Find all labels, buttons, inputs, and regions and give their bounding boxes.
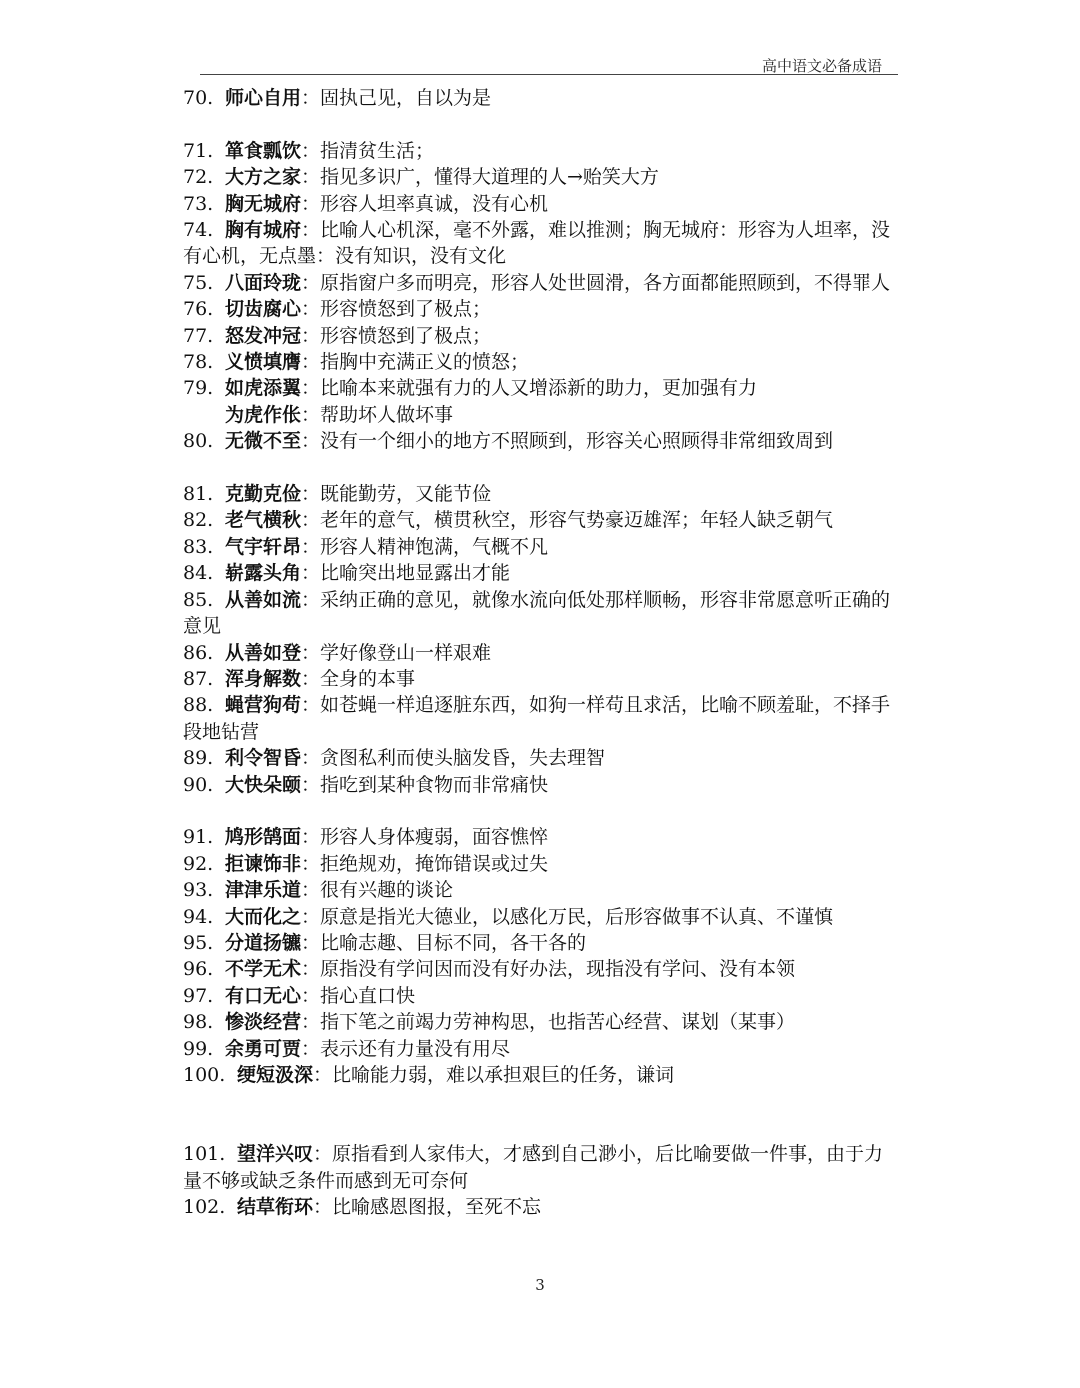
idiom-definition: ：形容人身体瘦弱，面容憔悴 <box>301 826 549 849</box>
idiom-term: 浑身解数 <box>225 667 302 690</box>
idiom-entry <box>183 349 898 375</box>
idiom-term: 大而化之 <box>225 905 302 928</box>
idiom-definition: ：固执己见，自以为是 <box>301 87 492 109</box>
idiom-definition: ：形容人坦率真诚，没有心机 <box>301 192 549 215</box>
idiom-definition: ：比喻本来就强有力的人又增添新的助力，更加强有力 <box>301 377 758 400</box>
idiom-term: 气宇轩昂 <box>225 535 302 558</box>
idiom-definition: ：指心直口快 <box>301 984 416 1007</box>
idiom-definition: ：采纳正确的意见，就像水流向低处那样顺畅，形容非常愿意听正确的意见 <box>183 588 891 638</box>
entry-number: 83. <box>183 535 214 558</box>
idiom-definition: ：形容愤怒到了极点； <box>301 324 492 347</box>
idiom-definition: ：没有一个细小的地方不照顾到，形容关心照顾得非常细致周到 <box>301 430 834 453</box>
entry-number: 84. <box>183 562 214 585</box>
idiom-entry <box>183 904 898 930</box>
idiom-entry <box>183 745 898 771</box>
idiom-term: 余勇可贾 <box>225 1037 302 1060</box>
idiom-definition: ：帮助坏人做坏事 <box>301 403 454 426</box>
idiom-definition: ：很有兴趣的谈论 <box>301 879 454 902</box>
idiom-definition: ：比喻人心机深，毫不外露，难以推测；胸无城府：形容为人坦率，没有心机，无点墨：没有知识，没有文化 <box>183 219 891 268</box>
idiom-term: 义愤填膺 <box>225 351 302 374</box>
idiom-term: 胸无城府 <box>225 192 302 215</box>
entry-number: 95. <box>183 931 214 954</box>
idiom-definition: ：全身的本事 <box>301 667 416 690</box>
idiom-entry <box>183 270 898 296</box>
idiom-definition: ：表示还有力量没有用尽 <box>301 1037 511 1060</box>
idiom-entry <box>183 323 898 349</box>
idiom-term: 津津乐道 <box>225 879 302 902</box>
idiom-term: 如虎添翼 <box>225 377 302 400</box>
idiom-term: 崭露头角 <box>225 562 302 585</box>
idiom-term: 切齿腐心 <box>225 298 302 321</box>
idiom-list <box>183 85 898 1220</box>
entry-number: 91. <box>183 826 214 849</box>
idiom-definition: ：指清贫生活； <box>301 139 435 162</box>
idiom-definition: ：学好像登山一样艰难 <box>301 641 492 664</box>
idiom-entry <box>183 428 898 454</box>
idiom-entry <box>183 1141 898 1194</box>
entry-number: 102. <box>183 1196 226 1218</box>
idiom-entry <box>183 956 898 982</box>
idiom-entry <box>183 507 898 533</box>
idiom-term: 结草衔环 <box>237 1196 314 1218</box>
entry-number: 70. <box>183 87 214 109</box>
idiom-term: 胸有城府 <box>225 219 302 242</box>
idiom-entry <box>183 692 898 745</box>
entry-number: 94. <box>183 905 214 928</box>
idiom-entry <box>183 402 898 428</box>
entry-number: 92. <box>183 852 214 875</box>
idiom-term: 惨淡经营 <box>225 1011 302 1034</box>
entry-number: 98. <box>183 1011 214 1034</box>
spacer <box>183 455 898 481</box>
idiom-definition: ：比喻能力弱，难以承担艰巨的任务，谦词 <box>313 1063 675 1086</box>
idiom-entry <box>183 1194 898 1220</box>
idiom-definition: ：原意是指光大德业，以感化万民，后形容做事不认真、不谨慎 <box>301 905 834 928</box>
entry-number: 101. <box>183 1143 226 1166</box>
idiom-entry <box>183 534 898 560</box>
idiom-entry <box>183 666 898 692</box>
idiom-definition: ：指吃到某种食物而非常痛快 <box>301 773 549 796</box>
idiom-term: 绠短汲深 <box>237 1063 314 1086</box>
idiom-entry <box>183 772 898 798</box>
entry-number: 71. <box>183 139 214 162</box>
entry-number: 86. <box>183 641 214 664</box>
entry-number: 80. <box>183 430 214 453</box>
idiom-definition: ：形容愤怒到了极点； <box>301 298 492 321</box>
idiom-definition: ：指胸中充满正义的愤怒； <box>301 351 530 374</box>
entry-number: 89. <box>183 747 214 770</box>
header-title: 高中语文必备成语 <box>761 57 882 75</box>
idiom-entry <box>183 640 898 666</box>
entry-number: 93. <box>183 879 214 902</box>
idiom-entry <box>183 296 898 322</box>
entry-number: 75. <box>183 271 214 294</box>
idiom-entry <box>183 1009 898 1035</box>
entry-number: 79. <box>183 377 214 400</box>
idiom-definition: ：老年的意气，横贯秋空，形容气势豪迈雄浑；年轻人缺乏朝气 <box>301 509 834 532</box>
idiom-definition: ：指下笔之前竭力劳神构思，也指苦心经营、谋划（某事） <box>301 1011 796 1034</box>
idiom-term: 不学无术 <box>225 958 302 981</box>
idiom-term: 为虎作伥 <box>225 403 302 426</box>
idiom-entry <box>183 191 898 217</box>
idiom-entry <box>183 587 898 640</box>
entry-number: 72. <box>183 166 214 189</box>
idiom-term: 老气横秋 <box>225 509 302 532</box>
idiom-entry <box>183 1062 898 1088</box>
idiom-term: 师心自用 <box>225 87 302 109</box>
entry-number: 99. <box>183 1037 214 1060</box>
idiom-entry <box>183 983 898 1009</box>
entry-number: 85. <box>183 588 214 611</box>
spacer <box>183 798 898 824</box>
idiom-term: 蝇营狗苟 <box>225 694 302 717</box>
idiom-entry <box>183 560 898 586</box>
idiom-entry <box>183 481 898 507</box>
entry-number: 100. <box>183 1063 226 1086</box>
header-rule <box>200 74 898 75</box>
idiom-definition: ：拒绝规劝，掩饰错误或过失 <box>301 852 549 875</box>
idiom-entry <box>183 85 898 111</box>
entry-number: 96. <box>183 958 214 981</box>
idiom-definition: ：形容人精神饱满，气概不凡 <box>301 535 549 558</box>
idiom-definition: ：比喻感恩图报，至死不忘 <box>313 1196 542 1218</box>
idiom-term: 拒谏饰非 <box>225 852 302 875</box>
entry-number: 82. <box>183 509 214 532</box>
entry-number: 74. <box>183 219 214 242</box>
idiom-term: 八面玲珑 <box>225 271 302 294</box>
idiom-term: 鸠形鹄面 <box>225 826 302 849</box>
idiom-definition: ：原指看到人家伟大，才感到自己渺小，后比喻要做一件事，由于力量不够或缺乏条件而感到无可奈何 <box>183 1143 884 1192</box>
entry-number: 77. <box>183 324 214 347</box>
idiom-definition: ：贪图私利而使头脑发昏，失去理智 <box>301 747 606 770</box>
entry-number: 73. <box>183 192 214 215</box>
idiom-term: 大方之家 <box>225 166 302 189</box>
entry-number: 76. <box>183 298 214 321</box>
idiom-entry <box>183 164 898 190</box>
idiom-term: 克勤克俭 <box>225 483 302 506</box>
entry-number: 88. <box>183 694 214 717</box>
idiom-entry <box>183 1036 898 1062</box>
entry-number: 87. <box>183 667 214 690</box>
idiom-definition: ：如苍蝇一样追逐脏东西，如狗一样苟且求活，比喻不顾羞耻，不择手段地钻营 <box>183 694 891 743</box>
idiom-definition: ：既能勤劳，又能节俭 <box>301 483 492 506</box>
idiom-definition: ：原指窗户多而明亮，形容人处世圆滑，各方面都能照顾到，不得罪人 <box>301 271 891 294</box>
idiom-definition: ：比喻突出地显露出才能 <box>301 562 511 585</box>
idiom-term: 有口无心 <box>225 984 302 1007</box>
idiom-entry <box>183 375 898 401</box>
idiom-term: 望洋兴叹 <box>237 1143 314 1166</box>
idiom-entry <box>183 877 898 903</box>
entry-number: 90. <box>183 773 214 796</box>
idiom-definition: ：比喻志趣、目标不同，各干各的 <box>301 931 587 954</box>
idiom-term: 从善如登 <box>225 641 302 664</box>
idiom-term: 分道扬镳 <box>225 931 302 954</box>
idiom-definition: ：原指没有学问因而没有好办法，现指没有学问、没有本领 <box>301 958 796 981</box>
idiom-entry <box>183 138 898 164</box>
entry-number: 81. <box>183 483 214 506</box>
idiom-entry <box>183 930 898 956</box>
page-number: 3 <box>535 1276 545 1294</box>
idiom-entry <box>183 824 898 850</box>
spacer <box>183 111 898 137</box>
idiom-term: 怒发冲冠 <box>225 324 302 347</box>
idiom-term: 箪食瓢饮 <box>225 139 302 162</box>
idiom-term: 大快朵颐 <box>225 773 302 796</box>
idiom-entry <box>183 217 898 270</box>
idiom-definition: ：指见多识广，懂得大道理的人→贻笑大方 <box>301 166 659 189</box>
idiom-term: 利令智昏 <box>225 747 302 770</box>
idiom-term: 从善如流 <box>225 588 302 611</box>
spacer <box>183 1088 898 1141</box>
entry-number: 78. <box>183 351 214 374</box>
entry-number: 97. <box>183 984 214 1007</box>
idiom-term: 无微不至 <box>225 430 302 453</box>
idiom-entry <box>183 851 898 877</box>
